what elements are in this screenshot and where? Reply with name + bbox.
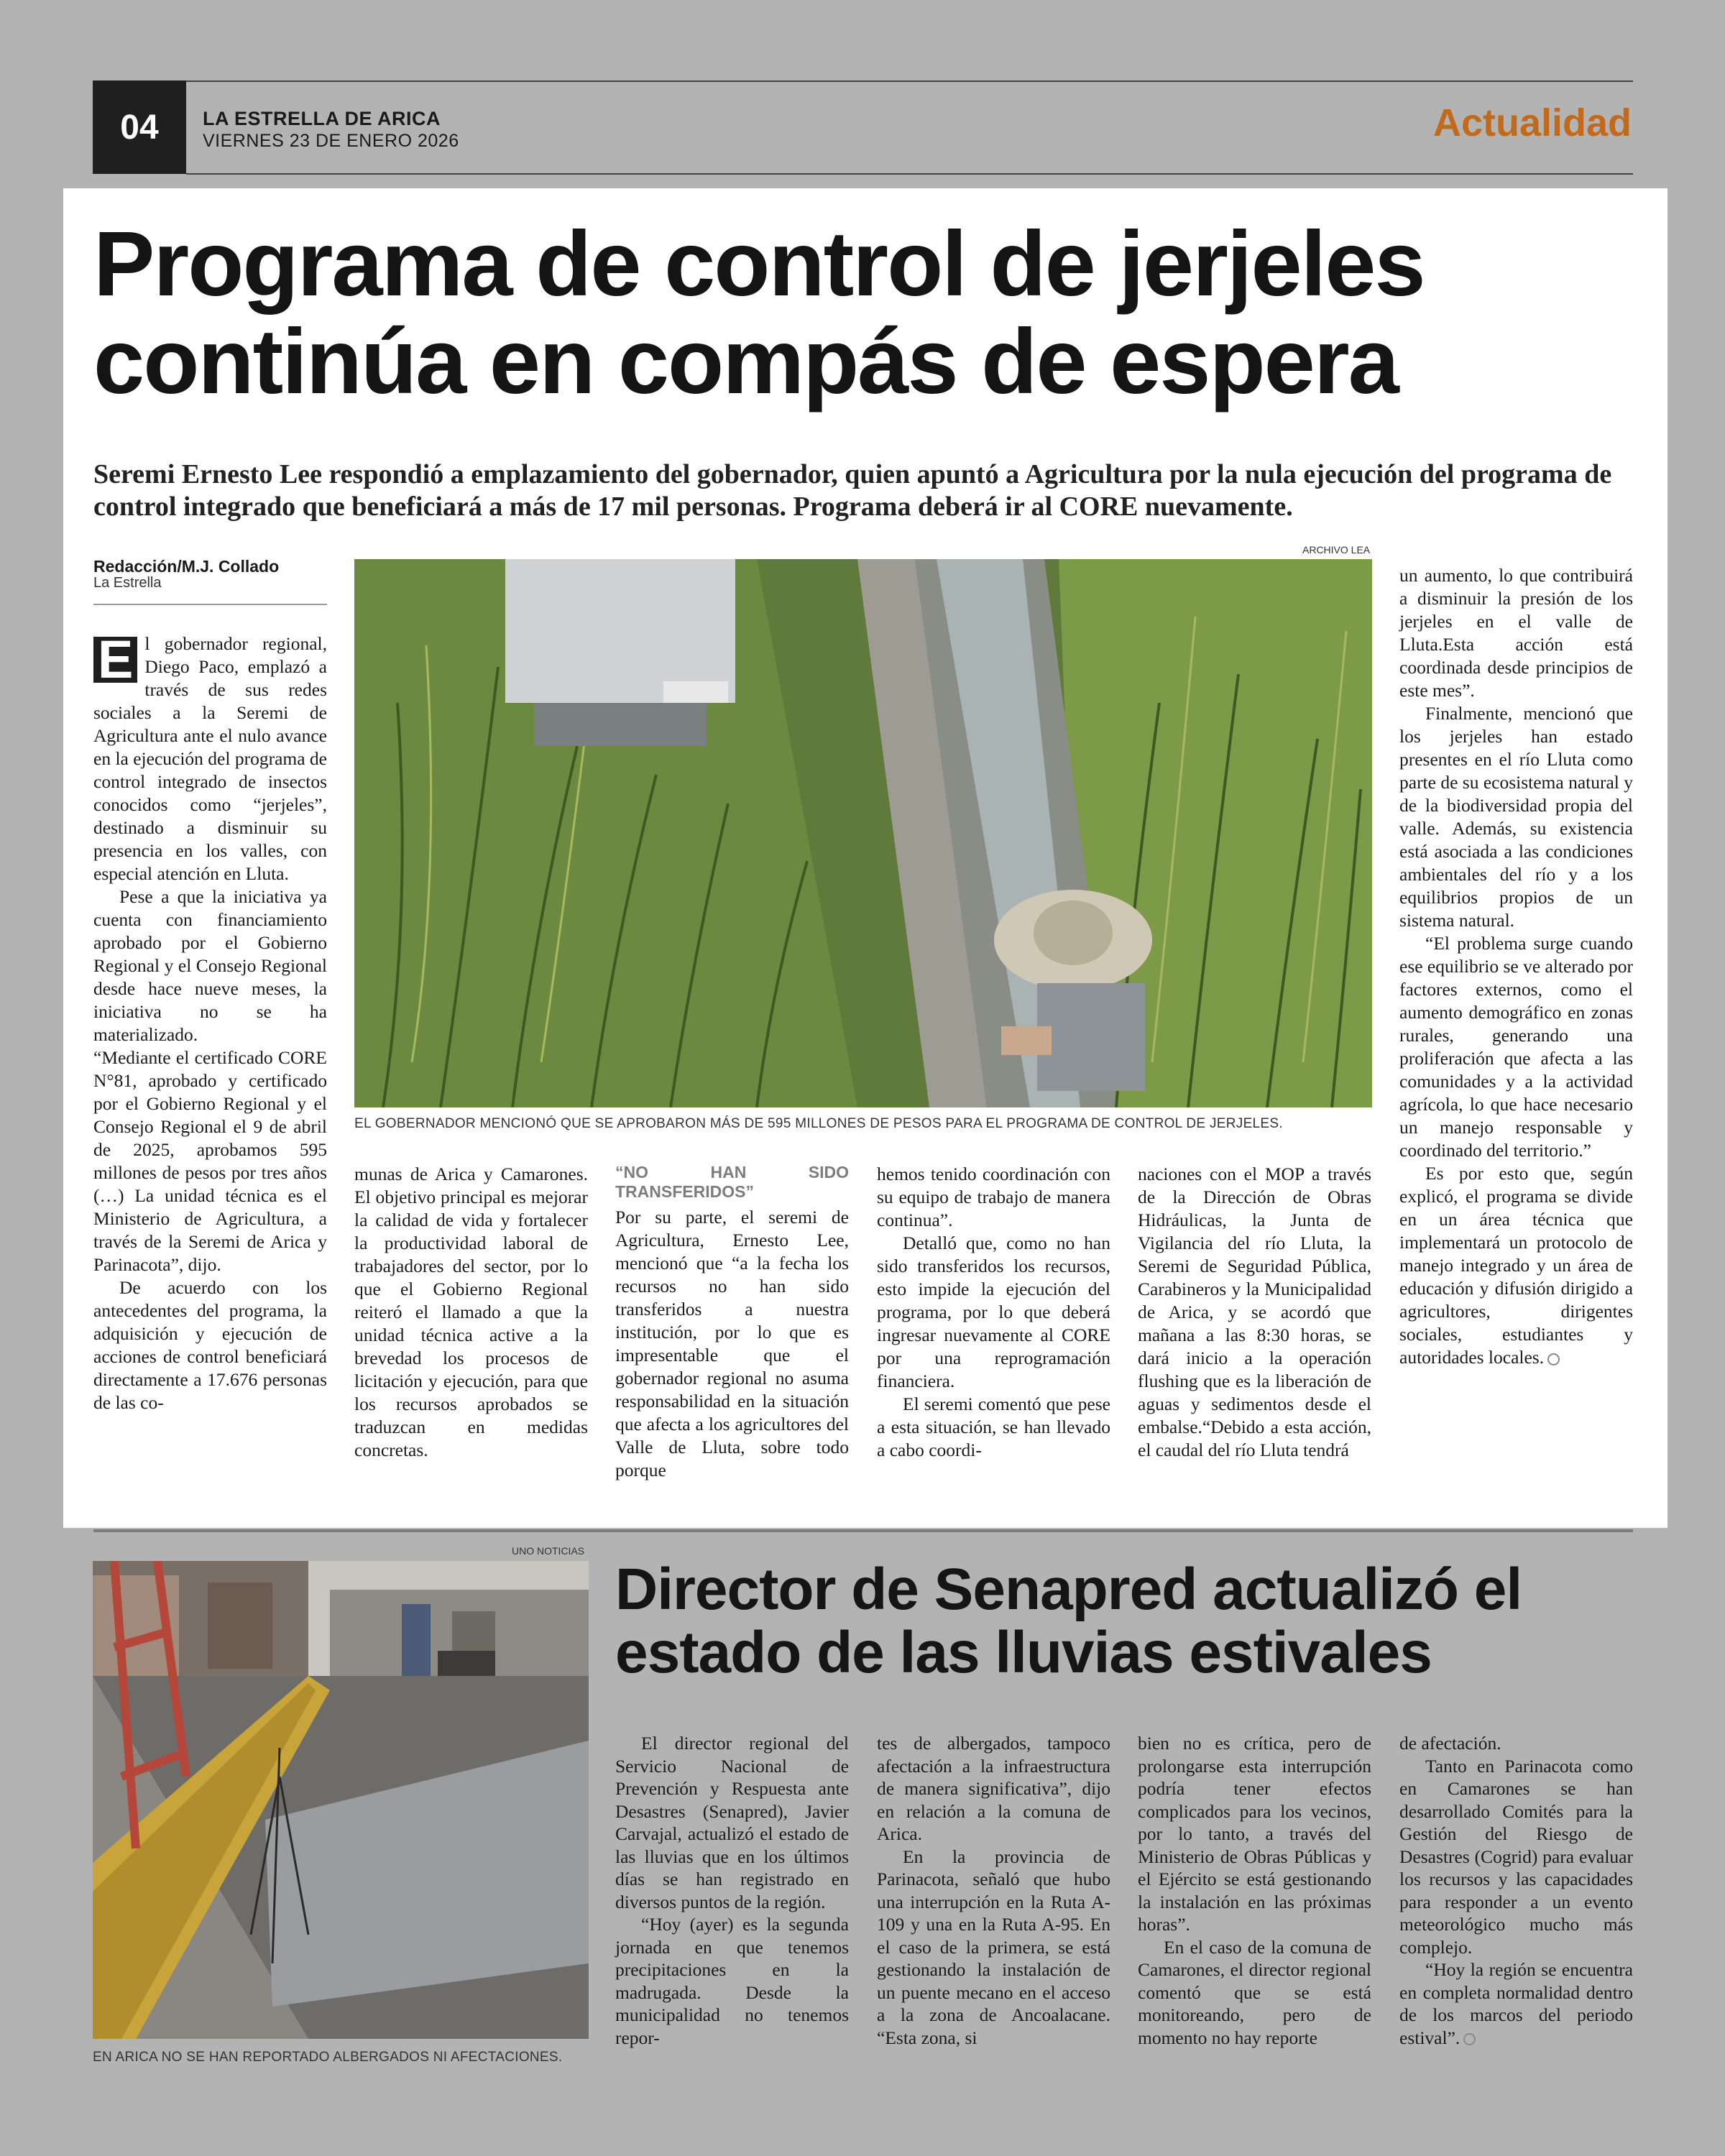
article2-paragraph: de afectación. <box>1399 1733 1501 1754</box>
article1-column-3 <box>615 1163 849 1482</box>
article1-paragraph: un aumento, lo que contribuirá a disminuir la presión de los jerjeles en el valle de Lluta.Esta acción está coordinada desde principios de este mes”. <box>1399 565 1633 701</box>
main-headline-line-1: Programa de control de jerjeles <box>93 213 1425 315</box>
article2-paragraph: Tanto en Parinacota como en Camarones se han desarrollado Comités para la Gestión del Riesgo de Desastres (Cogrid) para evaluar los recursos y las capacidades para responder a un evento meteorológico mucho más complejo. <box>1399 1755 1633 1958</box>
main-headline <box>93 213 1639 413</box>
byline-outlet: La Estrella <box>93 575 162 591</box>
second-headline-line-2: estado de las lluvias estivales <box>615 1619 1432 1685</box>
second-headline-line-1: Director de Senapred actualizó el <box>615 1557 1522 1622</box>
article1-subheading: “NO HAN SIDO TRANSFERIDOS” <box>615 1163 849 1201</box>
photo2-credit: UNO NOTICIAS <box>512 1545 585 1557</box>
article1-paragraph: munas de Arica y Camarones. El objetivo principal es mejorar la calidad de vida y fortalecer la productividad laboral de trabajadores del sector, por lo que el Gobierno Regional reiteró el llamado a que la unidad técnica active a la brevedad los procesos de licitación y ejecución, para que los recursos aprobados se traduzcan en medidas concretas. <box>354 1164 588 1460</box>
byline-rule <box>93 604 327 605</box>
header-top-rule <box>186 80 1633 82</box>
article1-column-4 <box>877 1163 1110 1462</box>
second-headline <box>615 1558 1650 1684</box>
article1-paragraph: “El problema surge cuando ese equilibrio se ve alterado por factores externos, como el aumento demográfico en zonas rurales, generando una proliferación que afecta a las comunidades y a la actividad agrícola, lo que hace necesario un manejo responsable y coordinado del territorio.” <box>1399 933 1634 1161</box>
photo1-caption: EL GOBERNADOR MENCIONÓ QUE SE APROBARON MÁS DE 595 MILLONES DE PESOS PARA EL PROGRAMA DE CONTROL DE JERJELES. <box>354 1116 1283 1131</box>
end-of-article-icon <box>1547 1353 1560 1365</box>
article2-paragraph <box>1399 1958 1633 2049</box>
main-headline-line-2: continúa en compás de espera <box>93 310 1398 413</box>
newspaper-name: LA ESTRELLA DE ARICA <box>203 108 441 129</box>
article1-paragraph: Pese a que la iniciativa ya cuenta con financiamiento aprobado por el Gobierno Regional y el Consejo Regional desde hace nueve meses, la iniciativa no se ha materializado. <box>93 886 327 1045</box>
article2-paragraph: En el caso de la comuna de Camarones, el director regional comentó que se está monitoreando, pero de momento no hay reporte <box>1138 1936 1371 2048</box>
photo2-caption: EN ARICA NO SE HAN REPORTADO ALBERGADOS NI AFECTACIONES. <box>93 2050 563 2065</box>
page-number: 04 <box>93 80 186 174</box>
article1-lead-text: l gobernador regional, Diego Paco, emplazó a través de sus redes sociales a la Seremi de Agricultura ante el nulo avance en la ejecución del programa de control integrado de insectos conocidos como “jerjeles”, destinado a disminuir su presencia en los valles, con especial atención en Lluta. <box>93 633 327 884</box>
article1-column-1 <box>93 632 327 1414</box>
article1-column-5 <box>1138 1163 1371 1462</box>
article2-column-2 <box>877 1732 1110 2049</box>
article2-paragraph: En la provincia de Parinacota, señaló que hubo una interrupción en la Ruta A-109 y una en la Ruta A-95. En el caso de la primera, se está gestionando la instalación de un puente mecano en el acceso a la zona de Ancoalacane. “Esta zona, si <box>877 1846 1110 2048</box>
article1-paragraph <box>1399 1162 1633 1369</box>
photo1-credit: ARCHIVO LEA <box>1302 544 1371 556</box>
article1-paragraph: naciones con el MOP a través de la Dirección de Obras Hidráulicas, la Junta de Vigilancia del río Lluta, la Seremi de Seguridad Pública, Carabineros y la Municipalidad de Arica, y se acordó que mañana a las 8:30 horas, se dará inicio a la operación flushing que es la liberación de aguas y sedimentos desde el embalse.“Debido a esta acción, el caudal del río Lluta tendrá <box>1138 1164 1371 1460</box>
lluta-canal-photo <box>354 559 1372 1107</box>
issue-date: VIERNES 23 DE ENERO 2026 <box>203 131 459 151</box>
article2-paragraph: tes de albergados, tampoco afectación a la infraestructura de manera significativa”, dijo en relación a la comuna de Arica. <box>877 1733 1110 1844</box>
article2-column-3 <box>1138 1732 1371 2049</box>
main-deck: Seremi Ernesto Lee respondió a emplazamiento del gobernador, quien apuntó a Agricultura por la nula ejecución del programa de control integrado que beneficiará a más de 17 mil personas. Programa deberá ir al CORE nuevamente. <box>93 459 1612 522</box>
article-divider <box>93 1529 1633 1532</box>
article1-paragraph <box>93 632 327 885</box>
header-bottom-rule <box>186 173 1633 175</box>
article1-column-2 <box>354 1163 588 1462</box>
article2-column-1 <box>615 1732 849 2049</box>
article2-paragraph: bien no es crítica, pero de prolongarse esta interrupción podría tener efectos complicados para los vecinos, por lo tanto, a través del Ministerio de Obras Públicas y el Ejército se está gestionando la instalación en las próximas horas”. <box>1138 1733 1371 1935</box>
lluta-canal-illustration <box>354 559 1372 1107</box>
article2-paragraph: “Hoy (ayer) es la segunda jornada en que tenemos precipitaciones en la madrugada. Desde la municipalidad no tenemos repor- <box>615 1914 849 2048</box>
article1-paragraph: Por su parte, el seremi de Agricultura, Ernesto Lee, mencionó que “a la fecha los recursos no han sido transferidos a nuestra institución, por lo que es impresentable que el gobernador regional no asuma responsabilidad en la situación que afecta a los agricultores del Valle de Lluta, sobre todo porque <box>615 1207 849 1480</box>
section-label: Actualidad <box>1432 101 1632 144</box>
article2-paragraph: El director regional del Servicio Nacional de Prevención y Respuesta ante Desastres (Senapred), Javier Carvajal, actualizó el estado de las lluvias que en los últimos días se han registrado en diversos puntos de la región. <box>615 1733 849 1912</box>
article1-paragraph: hemos tenido coordinación con su equipo de trabajo de manera continua”. <box>877 1164 1110 1230</box>
article1-paragraph: Detalló que, como no han sido transferidos los recursos, esto impide la ejecución del programa, por lo que deberá ingresar nuevamente al CORE por una reprogramación financiera. <box>877 1233 1110 1391</box>
article1-paragraph: El seremi comentó que pese a esta situación, se han llevado a cabo coordi- <box>877 1393 1110 1460</box>
article2-column-4 <box>1399 1732 1633 2049</box>
byline-author: Redacción/M.J. Collado <box>93 557 280 576</box>
dropcap-letter: E <box>93 637 137 683</box>
article2-final-text: “Hoy la región se encuentra en completa normalidad dentro de los marcos del periodo estival”. <box>1399 1959 1633 2048</box>
article1-column-6 <box>1399 564 1633 1369</box>
end-of-article-icon <box>1463 2033 1476 2045</box>
article1-paragraph: “Mediante el certificado CORE N°81, aprobado y certificado por el Gobierno Regional y el Consejo Regional el 9 de abril de 2025, aprobamos 595 millones de pesos por tres años (…) La unidad técnica es el Ministerio de Agricultura, a través de la Seremi de Arica y Parinacota”, dijo. <box>93 1047 327 1275</box>
arica-street-illustration <box>93 1561 589 2039</box>
article1-final-text: Es por esto que, según explicó, el programa se divide en un área técnica que implementará un protocolo de manejo integrado y un área de educación y difusión dirigido a agricultores, dirigentes sociales, estudiantes y autoridades locales. <box>1399 1163 1633 1368</box>
article1-paragraph: De acuerdo con los antecedentes del programa, la adquisición y ejecución de acciones de control beneficiará directamente a 17.676 personas de las co- <box>93 1277 327 1413</box>
article1-paragraph: Finalmente, mencionó que los jerjeles han estado presentes en el río Lluta como parte de su ecosistema natural y de la biodiversidad propia del valle. Además, su existencia está asociada a las condiciones ambientales del río y a los equilibrios propios de un sistema natural. <box>1399 703 1634 931</box>
arica-street-photo <box>93 1561 589 2039</box>
